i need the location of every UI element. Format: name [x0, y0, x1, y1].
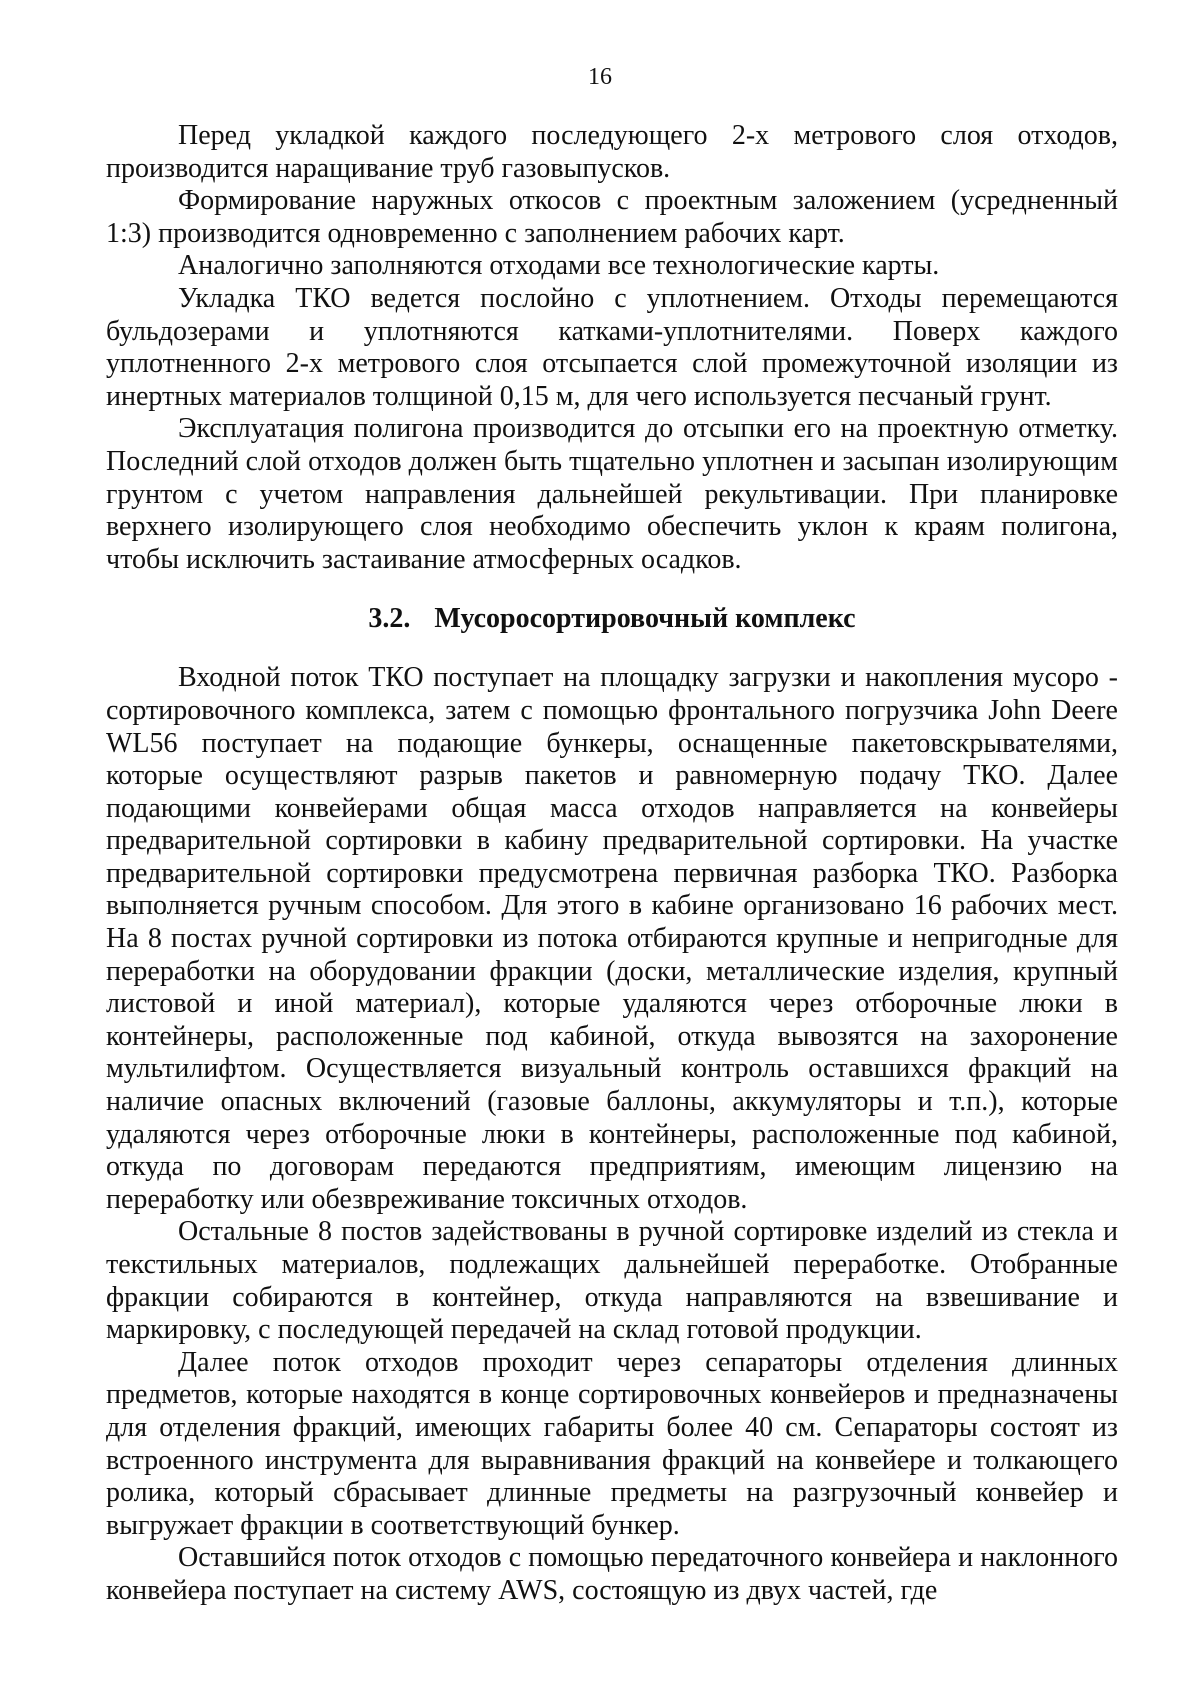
paragraph-layering: Укладка ТКО ведется послойно с уплотнением. Отходы перемещаются бульдозерами и уплотняются катками-уплотнителями. Поверх каждого уплотненного 2-х метрового слоя отсыпается слой промежуточной изоляции из инертных материалов толщиной 0,15 м, для чего используется песчаный грунт. — [106, 282, 1118, 412]
page-number: 16 — [588, 64, 612, 90]
paragraph-separators: Далее поток отходов проходит через сепараторы отделения длинных предметов, которые находятся в конце сортировочных конвейеров и предназначены для отделения фракций, имеющих габариты более 40 см. Сепараторы состоят из встроенного инструмента для выравнивания фракций на конвейере и толкающего ролика, который сбрасывает длинные предметы на разгрузочный конвейер и выгружает фракции в соответствующий бункер. — [106, 1346, 1118, 1541]
document-body — [106, 120, 1118, 1608]
paragraph-operation: Эксплуатация полигона производится до отсыпки его на проектную отметку. Последний слой отходов должен быть тщательно уплотнен и засыпан изолирующим грунтом с учетом направления дальнейшей рекультивации. При планировке верхнего изолирующего слоя необходимо обеспечить уклон к краям полигона, чтобы исключить застаивание атмосферных осадков. — [106, 413, 1118, 575]
paragraph-aws-system: Оставшийся поток отходов с помощью передаточного конвейера и наклонного конвейера поступает на систему AWS, состоящую из двух частей, где — [106, 1542, 1118, 1606]
paragraph-remaining-posts: Остальные 8 постов задействованы в ручной сортировке изделий из стекла и текстильных материалов, подлежащих дальнейшей переработке. Отобранные фракции собираются в контейнер, откуда направляются на взвешивание и маркировку, с последующей передачей на склад готовой продукции. — [106, 1216, 1118, 1346]
paragraph-input-flow: Входной поток ТКО поступает на площадку загрузки и накопления мусоро - сортировочного комплекса, затем с помощью фронтального погрузчика John Deere WL56 поступает на подающие бункеры, оснащенные пакетовскрывателями, которые осуществляют разрыв пакетов и равномерную подачу ТКО. Далее подающими конвейерами общая масса отходов направляется на конвейеры предварительной сортировки в кабину предварительной сортировки. На участке предварительной сортировки предусмотрена первичная разборка ТКО. Разборка выполняется ручным способом. Для этого в кабине организовано 16 рабочих мест. На 8 постах ручной сортировки из потока отбираются крупные и непригодные для переработки на оборудовании фракции (доски, металлические изделия, крупный листовой и иной материал), которые удаляются через отборочные люки в контейнеры, расположенные под кабиной, откуда вывозятся на захоронение мультилифтом. Осуществляется визуальный контроль оставшихся фракций на наличие опасных включений (газовые баллоны, аккумуляторы и т.п.), которые удаляются через отборочные люки в контейнеры, расположенные под кабиной, откуда по договорам передаются предприятиям, имеющим лицензию на переработку или обезвреживание токсичных отходов. — [106, 662, 1118, 1215]
paragraph-gas-vents: Перед укладкой каждого последующего 2-х метрового слоя отходов, производится наращивание труб газовыпусков. — [106, 120, 1118, 184]
section-title: Мусоросортировочный комплекс — [434, 603, 856, 635]
paragraph-slopes: Формирование наружных откосов с проектным заложением (усредненный 1:3) производится одновременно с заполнением рабочих карт. — [106, 185, 1118, 249]
paragraph-maps: Аналогично заполняются отходами все технологические карты. — [178, 250, 940, 282]
section-number: 3.2. — [368, 603, 411, 635]
section-heading — [106, 602, 1118, 636]
